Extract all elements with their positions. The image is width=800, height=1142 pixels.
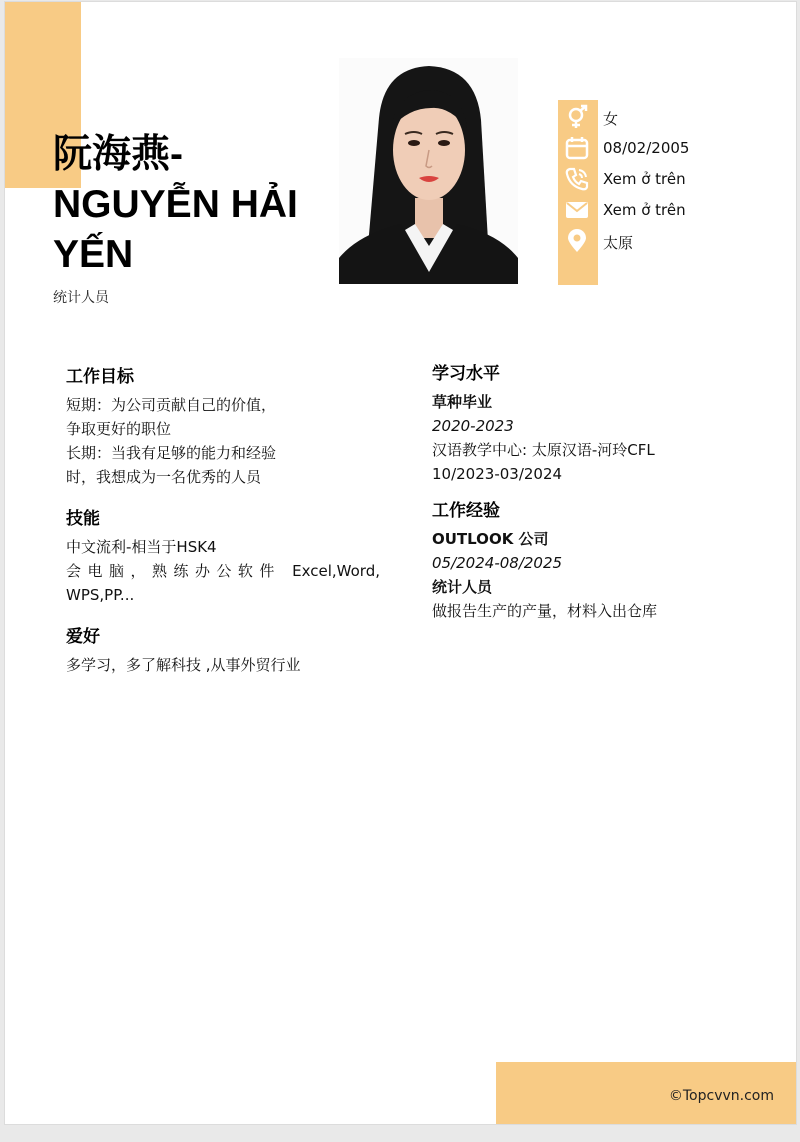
gender-icon [564, 104, 590, 130]
cv-page [4, 1, 797, 1125]
experience-description: 做报告生产的产量，材料入出仓库 [432, 602, 658, 620]
experience-position: 统计人员 [432, 578, 493, 596]
skills-line: 中文流利-相当于HSK4 [66, 538, 217, 556]
education-period: 2020-2023 [432, 417, 514, 435]
objective-line: 争取更好的职位 [66, 420, 172, 438]
phone-icon [564, 166, 590, 192]
location-pin-icon [564, 228, 590, 254]
skills-text [66, 535, 380, 607]
name-line-1: 阮海燕- [53, 133, 183, 176]
hobbies-text: 多学习，多了解科技 ,从事外贸行业 [66, 656, 301, 674]
experience-period: 05/2024-08/2025 [432, 554, 563, 572]
contact-birthday [558, 133, 797, 163]
objective-line: 长期：当我有足够的能力和经验 [66, 444, 277, 462]
phone-value: Xem ở trên [603, 170, 686, 188]
job-title: 统计人员 [53, 290, 109, 306]
experience-company: OUTLOOK 公司 [432, 530, 549, 548]
hobbies-section [66, 622, 380, 677]
experience-section [432, 496, 762, 623]
objective-section [66, 362, 380, 489]
calendar-icon [564, 135, 590, 161]
education-detail: 汉语教学中心: 太原汉语-河玲CFL [432, 441, 655, 459]
skills-line: 会电脑，熟练办公软件 Excel,Word, WPS,PP... [66, 562, 380, 604]
birthday-value: 08/02/2005 [603, 139, 690, 157]
candidate-name [53, 130, 343, 280]
experience-title: 工作经验 [432, 501, 500, 521]
gender-value: 女 [603, 110, 619, 128]
name-line-2: NGUYỄN HẢI [53, 183, 298, 226]
education-title: 学习水平 [432, 364, 500, 384]
contact-address [558, 226, 797, 256]
experience-text [432, 527, 762, 623]
objective-line: 时，我想成为一名优秀的人员 [66, 468, 262, 486]
contact-phone [558, 164, 797, 194]
objective-line: 短期：为公司贡献自己的价值， [66, 396, 277, 414]
address-value: 太原 [603, 234, 634, 252]
objective-text [66, 393, 380, 489]
education-school: 草种毕业 [432, 393, 493, 411]
objective-title: 工作目标 [66, 367, 134, 387]
footer-credit: ©Topcvvn.com [668, 1088, 774, 1104]
email-icon [564, 197, 590, 223]
education-text [432, 390, 762, 486]
education-detail-period: 10/2023-03/2024 [432, 465, 563, 483]
education-section [432, 359, 762, 486]
hobbies-title: 爱好 [66, 627, 100, 647]
skills-title: 技能 [66, 509, 100, 529]
skills-section [66, 504, 380, 607]
contact-gender [558, 102, 797, 132]
profile-photo [339, 58, 518, 284]
name-line-3: YẾN [53, 233, 134, 276]
email-value: Xem ở trên [603, 201, 686, 219]
contact-email [558, 195, 797, 225]
